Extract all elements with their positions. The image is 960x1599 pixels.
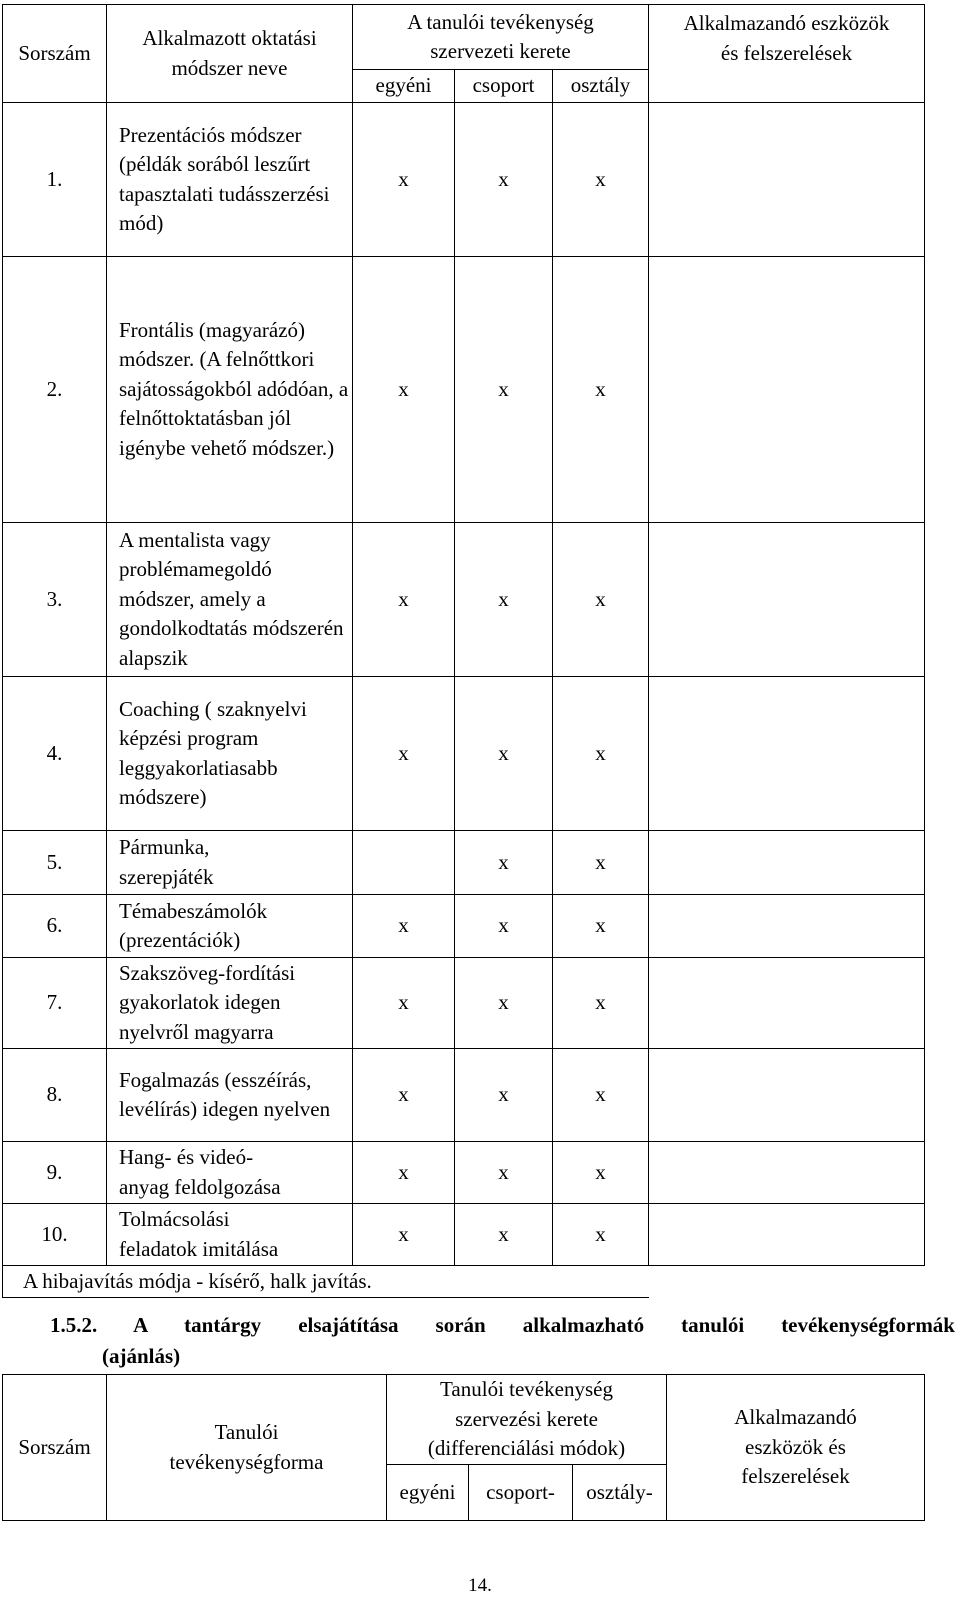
mark-osztaly: x bbox=[553, 1142, 649, 1204]
table-row bbox=[3, 103, 925, 257]
mark-csoport: x bbox=[455, 895, 553, 958]
row-number: 7. bbox=[3, 958, 107, 1049]
method-name: Fogalmazás (esszéírás, levélírás) idegen nyelven bbox=[107, 1049, 353, 1142]
tools-cell bbox=[649, 831, 925, 895]
mark-egyeni: x bbox=[353, 677, 455, 831]
row-number: 2. bbox=[3, 257, 107, 523]
method-name: Témabeszámolók (prezentációk) bbox=[107, 895, 353, 958]
method-name: Tolmácsolási feladatok imitálása bbox=[107, 1204, 353, 1266]
table-row bbox=[3, 677, 925, 831]
teaching-methods-table bbox=[2, 4, 925, 1298]
header-egyeni: egyéni bbox=[353, 70, 455, 103]
row-number: 9. bbox=[3, 1142, 107, 1204]
table-row bbox=[3, 831, 925, 895]
header-tools: Alkalmazandó eszközök és felszerelések bbox=[667, 1375, 925, 1521]
header-org-frame: A tanulói tevékenység szervezeti kerete bbox=[353, 5, 649, 70]
mark-csoport: x bbox=[455, 1049, 553, 1142]
mark-osztaly: x bbox=[553, 958, 649, 1049]
mark-egyeni: x bbox=[353, 958, 455, 1049]
mark-egyeni: x bbox=[353, 1142, 455, 1204]
tools-cell bbox=[649, 103, 925, 257]
section-heading bbox=[50, 1310, 955, 1372]
mark-osztaly: x bbox=[553, 895, 649, 958]
table-row bbox=[3, 1049, 925, 1142]
mark-csoport: x bbox=[455, 523, 553, 677]
row-number: 6. bbox=[3, 895, 107, 958]
mark-csoport: x bbox=[455, 1142, 553, 1204]
mark-osztaly: x bbox=[553, 677, 649, 831]
header-csoport: csoport- bbox=[469, 1465, 573, 1521]
row-number: 5. bbox=[3, 831, 107, 895]
mark-egyeni: x bbox=[353, 1204, 455, 1266]
table-row bbox=[3, 1142, 925, 1204]
row-number: 4. bbox=[3, 677, 107, 831]
tools-cell bbox=[649, 257, 925, 523]
table-row bbox=[3, 523, 925, 677]
mark-egyeni: x bbox=[353, 257, 455, 523]
tools-cell bbox=[649, 1049, 925, 1142]
tools-cell bbox=[649, 523, 925, 677]
method-name: Prezentációs módszer (példák sorából leszűrt tapasztalati tudásszerzési mód) bbox=[107, 103, 353, 257]
table-row bbox=[3, 895, 925, 958]
header-csoport: csoport bbox=[455, 70, 553, 103]
mark-egyeni: x bbox=[353, 895, 455, 958]
header-tools: Alkalmazandó eszközök és felszerelések bbox=[649, 5, 925, 103]
tools-cell bbox=[649, 1204, 925, 1266]
mark-osztaly: x bbox=[553, 523, 649, 677]
method-name: A mentalista vagy problémamegoldó módszer, amely a gondolkodtatás módszerén alapszik bbox=[107, 523, 353, 677]
header-method-name: Alkalmazott oktatási módszer neve bbox=[107, 5, 353, 103]
mark-osztaly: x bbox=[553, 257, 649, 523]
page-number: 14. bbox=[468, 1575, 492, 1596]
mark-osztaly: x bbox=[553, 1049, 649, 1142]
mark-csoport: x bbox=[455, 1204, 553, 1266]
header-osztaly: osztály bbox=[553, 70, 649, 103]
mark-csoport: x bbox=[455, 958, 553, 1049]
mark-csoport: x bbox=[455, 677, 553, 831]
header-osztaly: osztály- bbox=[573, 1465, 667, 1521]
method-name: Pármunka, szerepjáték bbox=[107, 831, 353, 895]
activity-forms-table bbox=[2, 1374, 925, 1521]
header-activity-form: Tanulói tevékenységforma bbox=[107, 1375, 387, 1521]
empty-cell bbox=[649, 1266, 925, 1298]
row-number: 1. bbox=[3, 103, 107, 257]
section-heading-line1: 1.5.2. A tantárgy elsajátítása során alkalmazható tanulói tevékenységformák bbox=[50, 1313, 955, 1337]
mark-osztaly: x bbox=[553, 1204, 649, 1266]
method-name: Hang- és videó-anyag feldolgozása bbox=[107, 1142, 353, 1204]
section-heading-line2: (ajánlás) bbox=[102, 1344, 181, 1368]
mark-csoport: x bbox=[455, 831, 553, 895]
row-number: 8. bbox=[3, 1049, 107, 1142]
mark-egyeni bbox=[353, 831, 455, 895]
header-sorszam: Sorszám bbox=[3, 1375, 107, 1521]
table-row bbox=[3, 958, 925, 1049]
tools-cell bbox=[649, 895, 925, 958]
method-name: Coaching ( szaknyelvi képzési program leggyakorlatiasabb módszere) bbox=[107, 677, 353, 831]
header-sorszam: Sorszám bbox=[3, 5, 107, 103]
mark-egyeni: x bbox=[353, 523, 455, 677]
table-row bbox=[3, 1204, 925, 1266]
header-egyeni: egyéni bbox=[387, 1465, 469, 1521]
row-number: 3. bbox=[3, 523, 107, 677]
mark-egyeni: x bbox=[353, 1049, 455, 1142]
mark-egyeni: x bbox=[353, 103, 455, 257]
mark-osztaly: x bbox=[553, 831, 649, 895]
method-name: Frontális (magyarázó) módszer. (A felnőttkori sajátosságokból adódóan, a felnőttoktatásban jól igénybe vehető módszer.) bbox=[107, 257, 353, 523]
tools-cell bbox=[649, 677, 925, 831]
tools-cell bbox=[649, 958, 925, 1049]
mark-csoport: x bbox=[455, 103, 553, 257]
header-org-frame: Tanulói tevékenység szervezési kerete (differenciálási módok) bbox=[387, 1375, 667, 1465]
tools-cell bbox=[649, 1142, 925, 1204]
mark-csoport: x bbox=[455, 257, 553, 523]
mark-osztaly: x bbox=[553, 103, 649, 257]
error-correction-note: A hibajavítás módja - kísérő, halk javítás. bbox=[3, 1266, 649, 1298]
table-row bbox=[3, 257, 925, 523]
row-number: 10. bbox=[3, 1204, 107, 1266]
method-name: Szakszöveg-fordítási gyakorlatok idegen nyelvről magyarra bbox=[107, 958, 353, 1049]
